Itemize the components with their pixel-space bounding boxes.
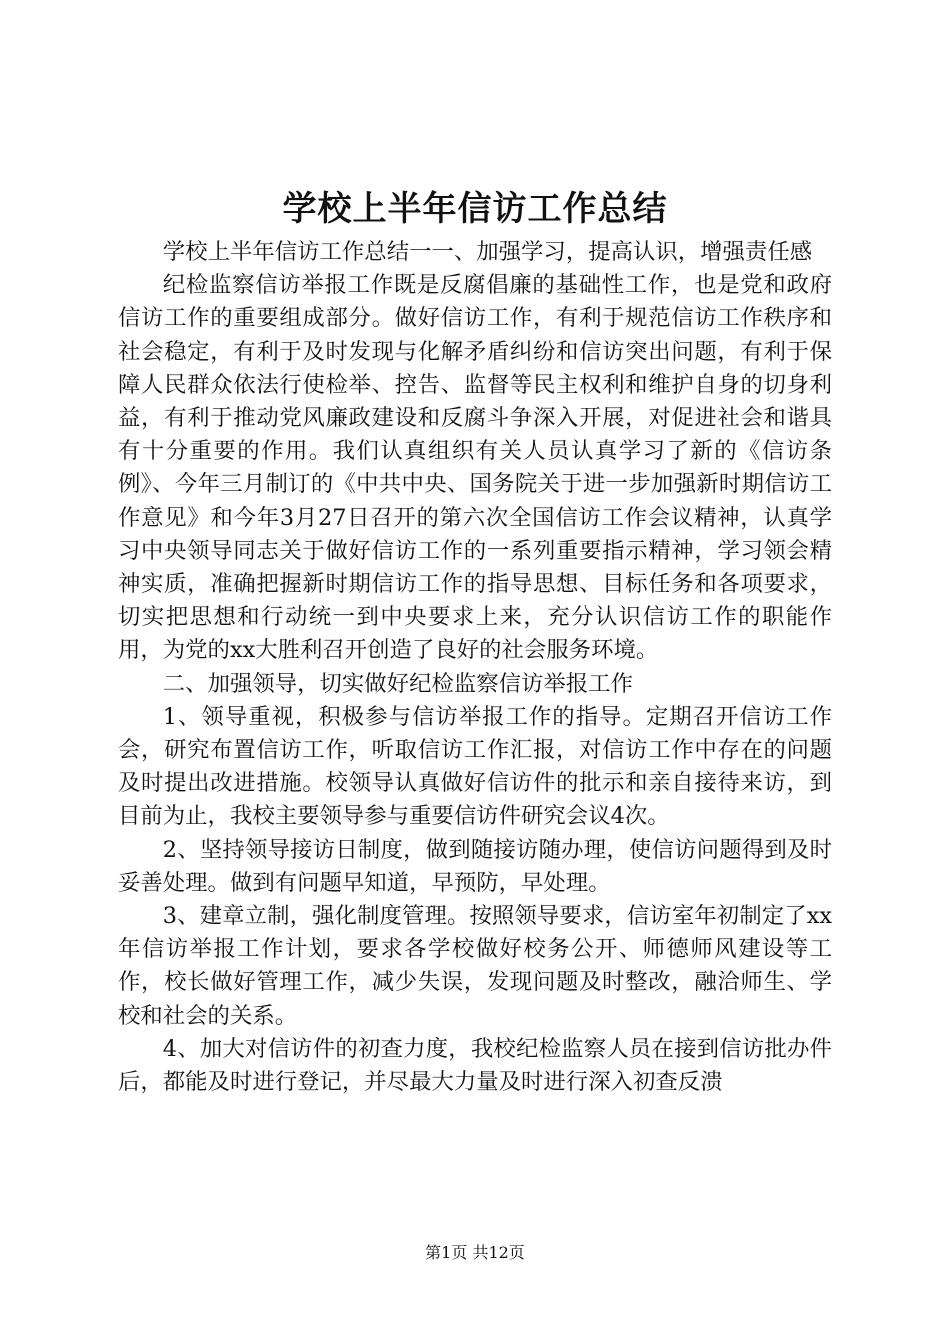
paragraph-heading-two: 二、加强领导，切实做好纪检监察信访举报工作 [162, 670, 633, 697]
paragraph-item-3: 3、建章立制，强化制度管理。按照领导要求，信访室年初制定了xx年信访举报工作计划，要求各学校做好校务公开、师德师风建设等工作，校长做好管理工作，减少失误，发现问题及时整改，融洽师生、学校和社会的关系。 [118, 903, 832, 1029]
paragraph-intro: 学校上半年信访工作总结一一、加强学习，提高认识，增强责任感 [162, 239, 813, 265]
document-body [118, 236, 832, 1099]
paragraph-item-1: 1、领导重视，积极参与信访举报工作的指导。定期召开信访工作会，研究布置信访工作，听取信访工作汇报，对信访工作中存在的问题及时提出改进措施。校领导认真做好信访件的批示和亲自接待来访，到目前为止，我校主要领导参与重要信访件研究会议4次。 [118, 703, 832, 830]
paragraph-section-one: 纪检监察信访举报工作既是反腐倡廉的基础性工作，也是党和政府信访工作的重要组成部分。做好信访工作，有利于规范信访工作秩序和社会稳定，有利于及时发现与化解矛盾纠纷和信访突出问题，有利于保障人民群众依法行使检举、控告、监督等民主权利和维护自身的切身利益，有利于推动党风廉政建设和反腐斗争深入开展，对促进社会和谐具有十分重要的作用。我们认真组织有关人员认真学习了新的《信访条例》、今年三月制订的《中共中央、国务院关于进一步加强新时期信访工作意见》和今年3月27日召开的第六次全国信访工作会议精神，认真学习中央领导同志关于做好信访工作的一系列重要指示精神，学习领会精神实质，准确把握新时期信访工作的指导思想、目标任务和各项要求，切实把思想和行动统一到中央要求上来，充分认识信访工作的职能作用，为党的xx大胜利召开创造了良好的社会服务环境。 [118, 272, 832, 664]
page-footer: 第1页 共12页 [425, 1243, 525, 1262]
paragraph-item-2: 2、坚持领导接访日制度，做到随接访随办理，使信访问题得到及时妥善处理。做到有问题早知道，早预防，早处理。 [118, 836, 832, 896]
document-title: 学校上半年信访工作总结 [282, 189, 668, 229]
paragraph-item-4: 4、加大对信访件的初查力度，我校纪检监察人员在接到信访批办件后，都能及时进行登记，并尽最大力量及时进行深入初查反溃 [118, 1035, 832, 1096]
